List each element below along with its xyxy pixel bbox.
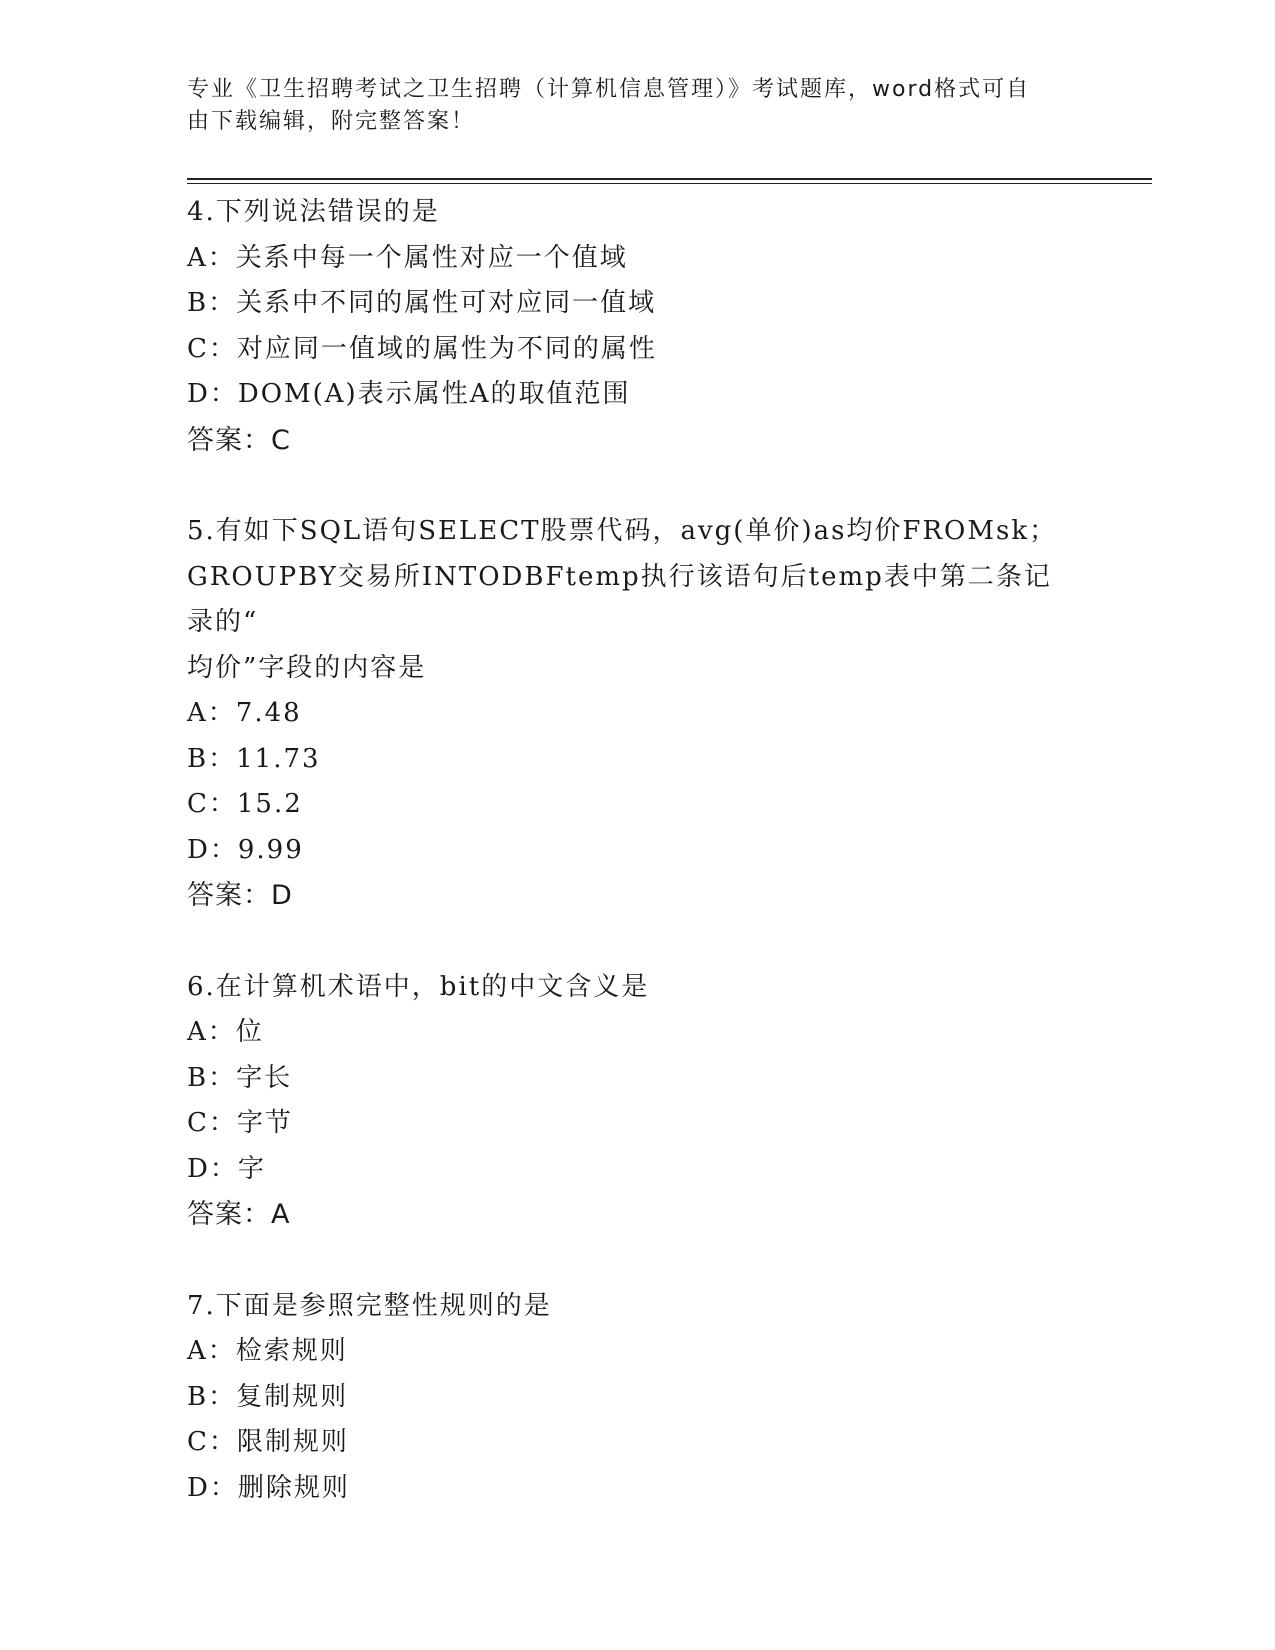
option-c: C：限制规则: [187, 1427, 349, 1457]
option-d: D：字: [187, 1153, 266, 1184]
option-c: C：15.2: [187, 789, 303, 819]
option-b: B：复制规则: [187, 1381, 349, 1412]
question-stem-line-1: 5.有如下SQL语句SELECT股票代码，avg(单价)as均价FROMsk；: [187, 516, 1058, 546]
answer-label: 答案：C: [187, 424, 291, 456]
spacer: [187, 463, 1067, 509]
question-stem: 7.下面是参照完整性规则的是: [187, 1290, 552, 1321]
option-b: B：字长: [187, 1062, 293, 1093]
spacer: [187, 1238, 1067, 1284]
option-b: B：关系中不同的属性可对应同一值域: [187, 288, 657, 318]
option-a: A：7.48: [187, 698, 302, 728]
question-list: [187, 190, 1067, 1511]
header-divider-thick: [187, 178, 1152, 180]
option-c: C：对应同一值域的属性为不同的属性: [187, 333, 657, 364]
option-d: D：删除规则: [187, 1472, 350, 1503]
question-stem-line-2: GROUPBY交易所INTODBFtemp执行该语句后temp表中第二条记录的“: [187, 561, 1052, 637]
question-stem: 4.下列说法错误的是: [187, 197, 440, 227]
answer-label: 答案：A: [187, 1199, 291, 1230]
header-divider-thin: [187, 183, 1152, 184]
header-line-2: 由下载编辑，附完整答案！: [187, 109, 476, 134]
option-a: A：关系中每一个属性对应一个值域: [187, 242, 628, 273]
option-b: B：11.73: [187, 743, 321, 774]
answer-label: 答案：D: [187, 880, 293, 911]
header-line-1: 专业《卫生招聘考试之卫生招聘（计算机信息管理）》考试题库，word格式可自: [187, 77, 1031, 102]
option-a: A：检索规则: [187, 1336, 348, 1366]
question-5: [187, 509, 1067, 919]
question-4: [187, 190, 1067, 463]
option-c: C：字节: [187, 1108, 293, 1138]
question-stem: 6.在计算机术语中，bit的中文含义是: [187, 971, 650, 1002]
question-6: [187, 965, 1067, 1238]
option-a: A：位: [187, 1017, 264, 1047]
question-7: [187, 1284, 1067, 1512]
document-header: [187, 74, 1067, 138]
spacer: [187, 919, 1067, 965]
option-d: D：9.99: [187, 834, 304, 865]
question-stem-line-3: 均价”字段的内容是: [187, 652, 427, 683]
option-d: D：DOM(A)表示属性A的取值范围: [187, 379, 631, 409]
